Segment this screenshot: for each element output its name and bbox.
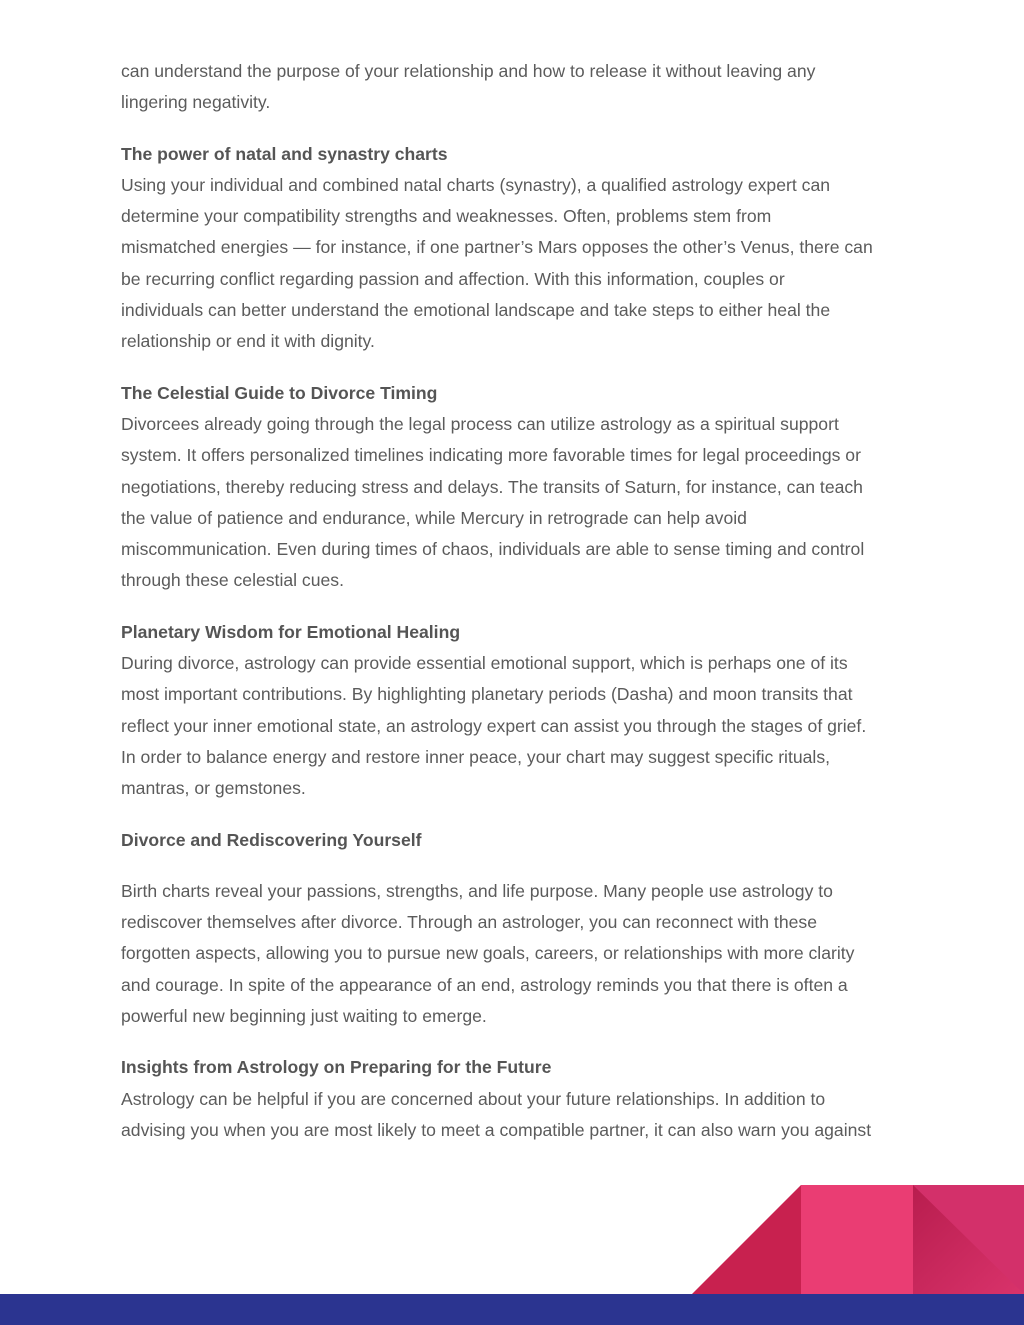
body-line: relationship or end it with dignity. bbox=[121, 331, 375, 352]
body-line: miscommunication. Even during times of chaos, individuals are able to sense timing and control bbox=[121, 539, 865, 560]
body-line: through these celestial cues. bbox=[121, 570, 344, 591]
body-line: be recurring conflict regarding passion and affection. With this information, couples or bbox=[121, 268, 785, 289]
body-line: rediscover themselves after divorce. Through an astrologer, you can reconnect with these bbox=[121, 912, 817, 933]
body-line: powerful new beginning just waiting to emerge. bbox=[121, 1006, 487, 1027]
section-rediscovering-yourself bbox=[121, 825, 911, 1033]
body-line: mismatched energies — for instance, if one partner’s Mars opposes the other’s Venus, there can bbox=[121, 237, 873, 258]
body-line: In order to balance energy and restore inner peace, your chart may suggest specific rituals, bbox=[121, 746, 831, 767]
section-heading: Planetary Wisdom for Emotional Healing bbox=[121, 621, 461, 642]
body-line: mantras, or gemstones. bbox=[121, 778, 306, 799]
body-line: most important contributions. By highlighting planetary periods (Dasha) and moon transits that bbox=[121, 684, 853, 705]
body-line: determine your compatibility strengths and weaknesses. Often, problems stem from bbox=[121, 206, 772, 227]
body-line: Using your individual and combined natal charts (synastry), a qualified astrology expert can bbox=[121, 174, 831, 195]
body-line: During divorce, astrology can provide essential emotional support, which is perhaps one of its bbox=[121, 653, 848, 674]
section-heading: The Celestial Guide to Divorce Timing bbox=[121, 382, 438, 403]
body-line: lingering negativity. bbox=[121, 92, 271, 113]
section-natal-synastry bbox=[121, 139, 911, 358]
continuation-paragraph bbox=[121, 56, 911, 119]
body-line: Birth charts reveal your passions, strengths, and life purpose. Many people use astrology to bbox=[121, 880, 833, 901]
pink-fold-shape bbox=[913, 1185, 1024, 1294]
section-heading: Insights from Astrology on Preparing for the Future bbox=[121, 1057, 552, 1078]
body-line: forgotten aspects, allowing you to pursue new goals, careers, or relationships with more clarity bbox=[121, 943, 855, 964]
section-emotional-healing bbox=[121, 617, 911, 805]
body-line: reflect your inner emotional state, an astrology expert can assist you through the stages of grief. bbox=[121, 715, 867, 736]
footer-band bbox=[0, 1294, 1024, 1325]
section-divorce-timing bbox=[121, 378, 911, 597]
body-line: negotiations, thereby reducing stress and delays. The transits of Saturn, for instance, can teach bbox=[121, 476, 863, 497]
section-heading: The power of natal and synastry charts bbox=[121, 143, 448, 164]
pink-block-shape bbox=[801, 1185, 914, 1294]
section-preparing-future bbox=[121, 1052, 911, 1146]
body-line: and courage. In spite of the appearance of an end, astrology reminds you that there is often a bbox=[121, 974, 848, 995]
body-line: Astrology can be helpful if you are concerned about your future relationships. In addition to bbox=[121, 1088, 826, 1109]
body-line: individuals can better understand the emotional landscape and take steps to either heal the bbox=[121, 300, 831, 321]
document-body bbox=[121, 56, 911, 1146]
body-line: advising you when you are most likely to meet a compatible partner, it can also warn you against bbox=[121, 1119, 872, 1140]
body-line: the value of patience and endurance, while Mercury in retrograde can help avoid bbox=[121, 507, 747, 528]
body-line: Divorcees already going through the legal process can utilize astrology as a spiritual support bbox=[121, 413, 839, 434]
pink-triangle-shape bbox=[692, 1185, 801, 1294]
body-line: can understand the purpose of your relationship and how to release it without leaving any bbox=[121, 61, 816, 81]
body-line: system. It offers personalized timelines indicating more favorable times for legal proceedings or bbox=[121, 445, 861, 466]
section-heading: Divorce and Rediscovering Yourself bbox=[121, 829, 422, 850]
pink-panel-shape bbox=[913, 1185, 1024, 1294]
